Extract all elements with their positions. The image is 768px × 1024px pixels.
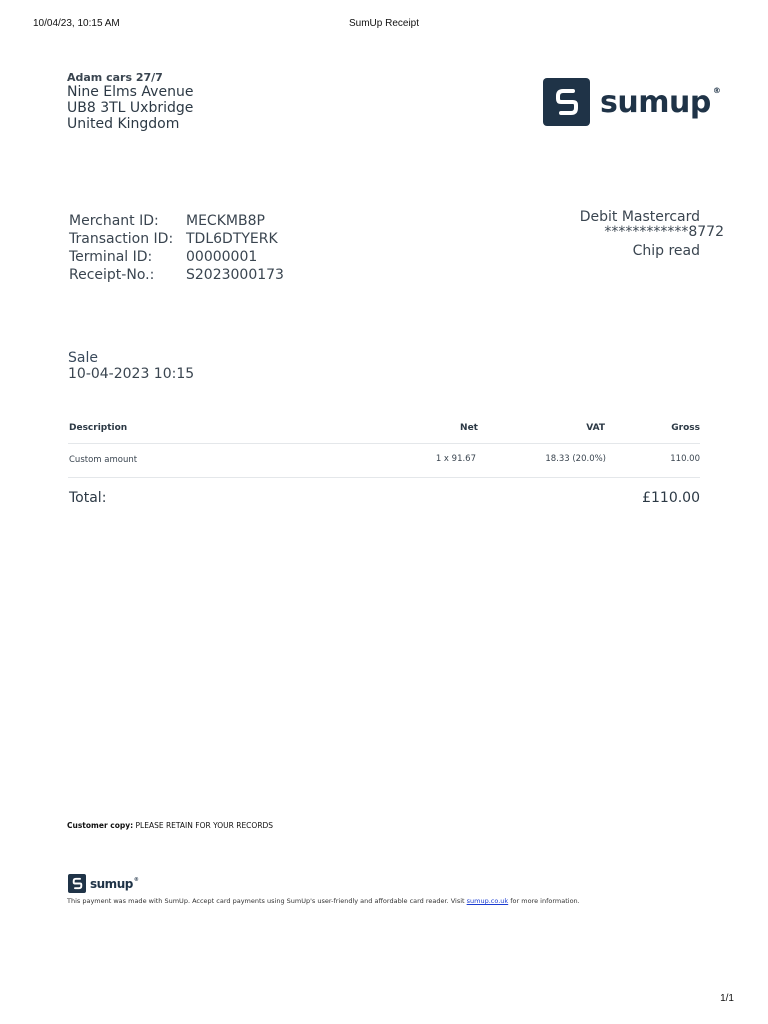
terminal-id-row [69, 248, 284, 266]
sumup-logo-icon [543, 78, 590, 126]
merchant-address [67, 71, 193, 132]
customer-copy-label: Customer copy: [67, 821, 134, 830]
items-table [68, 421, 700, 478]
merchant-id-row [69, 212, 284, 230]
footer-sumup-wordmark: sumup [90, 876, 133, 891]
header-gross: Gross [671, 423, 700, 433]
sumup-logo [543, 78, 720, 126]
footer-note-text: This payment was made with SumUp. Accept card payments using SumUp's user-friendly and affordable card reader. Visit [67, 897, 467, 905]
row-vat: 18.33 (20.0%) [545, 454, 606, 464]
registered-mark: ® [712, 86, 721, 95]
sumup-website-link[interactable]: sumup.co.uk [466, 897, 509, 905]
terminal-id-label: Terminal ID: [69, 249, 153, 265]
header-vat: VAT [586, 423, 605, 433]
receipt-no-label: Receipt-No.: [69, 267, 155, 283]
header-net: Net [460, 423, 478, 433]
sale-datetime: 10-04-2023 10:15 [68, 366, 195, 382]
footer-sumup-logo-icon [68, 874, 86, 893]
terminal-id-value: 00000001 [186, 249, 258, 265]
footer-registered-mark: ® [133, 877, 139, 883]
sale-info [68, 350, 194, 382]
transaction-id-value: TDL6DTYERK [186, 231, 278, 247]
total-amount: £110.00 [642, 490, 700, 506]
card-number: ************8772 [604, 224, 724, 240]
table-row [68, 444, 700, 477]
sumup-wordmark: sumup [600, 84, 711, 120]
footer-sumup-logo [68, 874, 138, 893]
customer-copy-text: PLEASE RETAIN FOR YOUR RECORDS [135, 821, 274, 830]
total-label: Total: [69, 490, 107, 506]
transaction-id-label: Transaction ID: [69, 231, 174, 247]
table-header [68, 421, 700, 443]
print-datetime: 10/04/23, 10:15 AM [33, 18, 120, 29]
card-info [579, 209, 724, 259]
row-description: Custom amount [69, 455, 138, 465]
card-type: Debit Mastercard [579, 209, 700, 225]
transaction-identifiers [69, 212, 284, 284]
row-net: 1 x 91.67 [435, 454, 476, 464]
footer-note [67, 897, 580, 905]
merchant-id-label: Merchant ID: [69, 213, 159, 229]
address-line-3: United Kingdom [67, 116, 180, 132]
receipt-no-value: S2023000173 [186, 267, 284, 283]
table-divider-bottom [68, 477, 700, 478]
customer-copy-notice [67, 821, 273, 830]
page-number: 1/1 [720, 993, 734, 1004]
print-title: SumUp Receipt [348, 18, 420, 29]
address-line-1: Nine Elms Avenue [67, 84, 194, 100]
merchant-id-value: MECKMB8P [186, 213, 265, 229]
sale-type: Sale [68, 350, 98, 366]
receipt-no-row [69, 266, 284, 284]
address-line-2: UB8 3TL Uxbridge [67, 100, 194, 116]
row-gross: 110.00 [670, 454, 700, 464]
transaction-id-row [69, 230, 284, 248]
merchant-name: Adam cars 27/7 [67, 71, 163, 84]
footer-note-end: for more information. [508, 897, 580, 905]
header-description: Description [69, 423, 128, 433]
card-entry-mode: Chip read [632, 243, 700, 259]
